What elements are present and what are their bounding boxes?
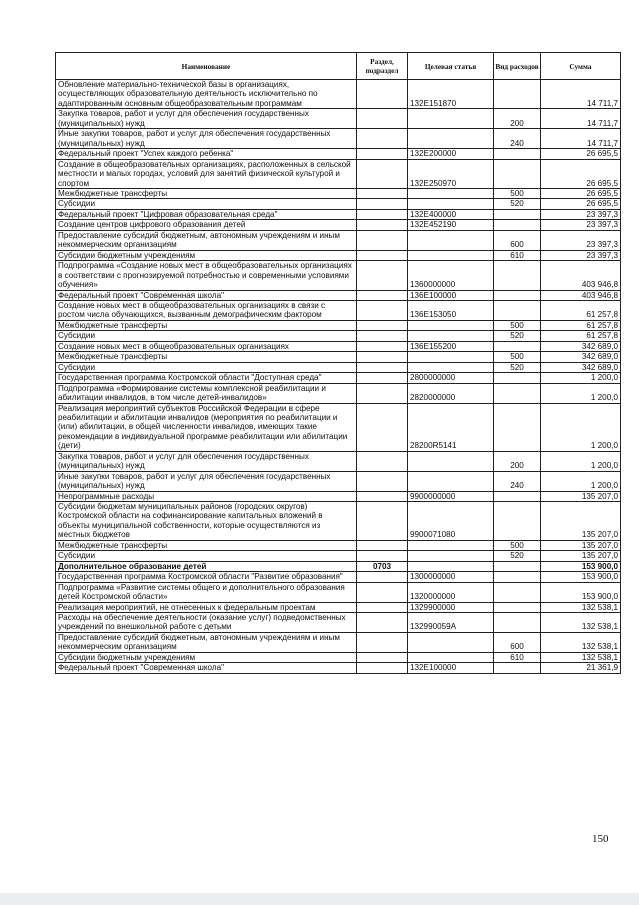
table-row bbox=[56, 403, 621, 451]
table-row bbox=[56, 149, 621, 159]
row-amount: 135 207,0 bbox=[541, 491, 621, 501]
table-row bbox=[56, 632, 621, 652]
row-name: Межбюджетные трансферты bbox=[56, 320, 357, 330]
row-section bbox=[357, 352, 408, 362]
row-amount: 61 257,8 bbox=[541, 331, 621, 341]
row-expense-type: 600 bbox=[494, 230, 541, 250]
table-row bbox=[56, 561, 621, 571]
row-expense-type bbox=[494, 502, 541, 541]
row-expense-type bbox=[494, 149, 541, 159]
row-section bbox=[357, 632, 408, 652]
row-amount: 21 361,9 bbox=[541, 663, 621, 673]
row-name: Субсидии бюджетным учреждениям bbox=[56, 652, 357, 662]
row-name: Подпрограмма «Формирование системы комплексной реабилитации и абилитации инвалидов, в том числе детей-инвалидов» bbox=[56, 383, 357, 403]
row-name: Межбюджетные трансферты bbox=[56, 540, 357, 550]
row-expense-type bbox=[494, 300, 541, 320]
row-article: 2820000000 bbox=[408, 383, 494, 403]
row-section bbox=[357, 300, 408, 320]
row-amount: 26 695,5 bbox=[541, 199, 621, 209]
row-section bbox=[357, 551, 408, 561]
row-expense-type bbox=[494, 220, 541, 230]
row-article bbox=[408, 632, 494, 652]
row-amount: 135 207,0 bbox=[541, 551, 621, 561]
row-article bbox=[408, 199, 494, 209]
row-section bbox=[357, 129, 408, 149]
row-section bbox=[357, 502, 408, 541]
table-row bbox=[56, 352, 621, 362]
row-article: 9900071080 bbox=[408, 502, 494, 541]
row-name: Федеральный проект "Современная школа" bbox=[56, 663, 357, 673]
row-article bbox=[408, 561, 494, 571]
row-name: Государственная программа Костромской области "Доступная среда" bbox=[56, 373, 357, 383]
row-name: Реализация мероприятий, не отнесенных к федеральным проектам bbox=[56, 602, 357, 612]
table-row bbox=[56, 383, 621, 403]
row-name: Подпрограмма «Развитие системы общего и дополнительного образования детей Костромской области» bbox=[56, 582, 357, 602]
row-expense-type bbox=[494, 341, 541, 351]
table-row bbox=[56, 373, 621, 383]
row-article bbox=[408, 652, 494, 662]
row-article bbox=[408, 540, 494, 550]
row-section bbox=[357, 362, 408, 372]
row-section bbox=[357, 403, 408, 451]
row-expense-type: 520 bbox=[494, 362, 541, 372]
row-name: Субсидии bbox=[56, 331, 357, 341]
row-article bbox=[408, 352, 494, 362]
row-expense-type bbox=[494, 561, 541, 571]
row-article bbox=[408, 109, 494, 129]
row-expense-type bbox=[494, 663, 541, 673]
row-name: Федеральный проект "Современная школа" bbox=[56, 290, 357, 300]
table-row bbox=[56, 451, 621, 471]
budget-table bbox=[55, 52, 621, 674]
row-name: Предоставление субсидий бюджетным, автономным учреждениям и иным некоммерческим организациям bbox=[56, 230, 357, 250]
table-row bbox=[56, 250, 621, 260]
row-expense-type: 600 bbox=[494, 632, 541, 652]
row-expense-type: 240 bbox=[494, 471, 541, 491]
row-name: Государственная программа Костромской области "Развитие образования" bbox=[56, 572, 357, 582]
table-row bbox=[56, 613, 621, 633]
table-row bbox=[56, 540, 621, 550]
table-row bbox=[56, 290, 621, 300]
table-row bbox=[56, 188, 621, 198]
row-expense-type bbox=[494, 80, 541, 109]
row-article: 2800000000 bbox=[408, 373, 494, 383]
row-name: Субсидии бюджетам муниципальных районов (городских округов) Костромской области на софинансирование капитальных вложений в объекты муниципальной собственности, которые осуществляются из местных бюджетов bbox=[56, 502, 357, 541]
header-name: Наименование bbox=[56, 53, 357, 80]
row-name: Иные закупки товаров, работ и услуг для обеспечения государственных (муниципальных) нужд bbox=[56, 471, 357, 491]
row-section bbox=[357, 320, 408, 330]
row-expense-type: 520 bbox=[494, 199, 541, 209]
row-section bbox=[357, 80, 408, 109]
table-row bbox=[56, 261, 621, 290]
table-row bbox=[56, 362, 621, 372]
row-expense-type bbox=[494, 582, 541, 602]
row-name: Создание новых мест в общеобразовательных организациях в связи с ростом числа обучающихся, вызванным демографическим фактором bbox=[56, 300, 357, 320]
row-section bbox=[357, 290, 408, 300]
row-amount: 342 689,0 bbox=[541, 362, 621, 372]
row-expense-type: 500 bbox=[494, 540, 541, 550]
row-name: Реализация мероприятий субъектов Российской Федерации в сфере реабилитации и абилитации инвалидов (мероприятия по реабилитации и (или) абилитации, в общей численности инвалидов, имеющих такие рекомендации в индивидуальной программе реабилитации или абилитации (дети) bbox=[56, 403, 357, 451]
row-expense-type: 610 bbox=[494, 250, 541, 260]
row-name: Субсидии bbox=[56, 362, 357, 372]
row-amount: 61 257,8 bbox=[541, 320, 621, 330]
row-expense-type bbox=[494, 159, 541, 188]
header-expense-type: Вид расходов bbox=[494, 53, 541, 80]
row-section bbox=[357, 188, 408, 198]
row-amount: 403 946,8 bbox=[541, 290, 621, 300]
row-article: 136E100000 bbox=[408, 290, 494, 300]
row-article: 132E200000 bbox=[408, 149, 494, 159]
table-row bbox=[56, 572, 621, 582]
row-article bbox=[408, 551, 494, 561]
row-amount: 132 538,1 bbox=[541, 613, 621, 633]
row-name: Создание в общеобразовательных организациях, расположенных в сельской местности и малых городах, условий для занятий физической культурой и спортом bbox=[56, 159, 357, 188]
table-row bbox=[56, 129, 621, 149]
header-article: Целевая статья bbox=[408, 53, 494, 80]
row-amount: 23 397,3 bbox=[541, 250, 621, 260]
row-section bbox=[357, 230, 408, 250]
row-article bbox=[408, 250, 494, 260]
row-section bbox=[357, 652, 408, 662]
table-row bbox=[56, 209, 621, 219]
row-amount: 1 200,0 bbox=[541, 471, 621, 491]
table-row bbox=[56, 159, 621, 188]
row-amount: 23 397,3 bbox=[541, 209, 621, 219]
row-amount: 14 711,7 bbox=[541, 80, 621, 109]
table-row bbox=[56, 471, 621, 491]
row-name: Предоставление субсидий бюджетным, автономным учреждениям и иным некоммерческим организациям bbox=[56, 632, 357, 652]
row-expense-type bbox=[494, 403, 541, 451]
scan-bottom-edge bbox=[0, 893, 639, 905]
table-row bbox=[56, 199, 621, 209]
row-expense-type: 200 bbox=[494, 451, 541, 471]
row-article: 132E100000 bbox=[408, 663, 494, 673]
row-article: 132E452190 bbox=[408, 220, 494, 230]
page-number: 150 bbox=[592, 833, 609, 845]
row-amount: 132 538,1 bbox=[541, 652, 621, 662]
row-name: Субсидии бюджетным учреждениям bbox=[56, 250, 357, 260]
table-row bbox=[56, 491, 621, 501]
row-amount: 1 200,0 bbox=[541, 383, 621, 403]
row-amount: 26 695,5 bbox=[541, 149, 621, 159]
row-section bbox=[357, 341, 408, 351]
row-expense-type bbox=[494, 261, 541, 290]
table-row bbox=[56, 582, 621, 602]
row-amount: 153 900,0 bbox=[541, 561, 621, 571]
row-expense-type: 240 bbox=[494, 129, 541, 149]
row-article bbox=[408, 230, 494, 250]
table-row bbox=[56, 300, 621, 320]
row-expense-type bbox=[494, 572, 541, 582]
row-amount: 14 711,7 bbox=[541, 109, 621, 129]
row-expense-type bbox=[494, 383, 541, 403]
row-expense-type: 500 bbox=[494, 320, 541, 330]
row-amount: 1 200,0 bbox=[541, 373, 621, 383]
row-article: 1329900000 bbox=[408, 602, 494, 612]
row-amount: 153 900,0 bbox=[541, 582, 621, 602]
table-row bbox=[56, 341, 621, 351]
row-name: Создание центров цифрового образования детей bbox=[56, 220, 357, 230]
row-article bbox=[408, 129, 494, 149]
row-amount: 135 207,0 bbox=[541, 502, 621, 541]
row-article: 1360000000 bbox=[408, 261, 494, 290]
table-row bbox=[56, 652, 621, 662]
table-row bbox=[56, 80, 621, 109]
row-article: 132990059A bbox=[408, 613, 494, 633]
row-amount: 1 200,0 bbox=[541, 403, 621, 451]
header-amount: Сумма bbox=[541, 53, 621, 80]
row-section bbox=[357, 220, 408, 230]
header-section: Раздел, подраздел bbox=[357, 53, 408, 80]
row-name: Межбюджетные трансферты bbox=[56, 352, 357, 362]
row-article: 136E155200 bbox=[408, 341, 494, 351]
row-expense-type: 520 bbox=[494, 331, 541, 341]
row-name: Межбюджетные трансферты bbox=[56, 188, 357, 198]
row-amount: 135 207,0 bbox=[541, 540, 621, 550]
row-section bbox=[357, 491, 408, 501]
row-amount: 14 711,7 bbox=[541, 129, 621, 149]
row-section bbox=[357, 471, 408, 491]
row-section bbox=[357, 451, 408, 471]
row-expense-type: 500 bbox=[494, 188, 541, 198]
row-expense-type bbox=[494, 491, 541, 501]
table-row bbox=[56, 663, 621, 673]
row-article: 9900000000 bbox=[408, 491, 494, 501]
row-article: 1320000000 bbox=[408, 582, 494, 602]
row-article bbox=[408, 451, 494, 471]
row-article: 132E250970 bbox=[408, 159, 494, 188]
row-article bbox=[408, 320, 494, 330]
row-amount: 342 689,0 bbox=[541, 341, 621, 351]
row-name: Расходы на обеспечение деятельности (оказание услуг) подведомственных учреждений по внешкольной работе с детьми bbox=[56, 613, 357, 633]
row-section bbox=[357, 540, 408, 550]
row-name: Федеральный проект "Успех каждого ребенка" bbox=[56, 149, 357, 159]
table-row bbox=[56, 109, 621, 129]
row-amount: 132 538,1 bbox=[541, 602, 621, 612]
row-name: Дополнительное образование детей bbox=[56, 561, 357, 571]
row-name: Обновление материально-технической базы в организациях, осуществляющих образовательную деятельность исключительно по адаптированным основным общеобразовательным программам bbox=[56, 80, 357, 109]
row-article: 132E400000 bbox=[408, 209, 494, 219]
row-section bbox=[357, 373, 408, 383]
table-row bbox=[56, 331, 621, 341]
row-section bbox=[357, 602, 408, 612]
row-amount: 23 397,3 bbox=[541, 220, 621, 230]
row-name: Создание новых мест в общеобразовательных организациях bbox=[56, 341, 357, 351]
row-name: Закупка товаров, работ и услуг для обеспечения государственных (муниципальных) нужд bbox=[56, 109, 357, 129]
row-article bbox=[408, 331, 494, 341]
table-row bbox=[56, 602, 621, 612]
row-article bbox=[408, 362, 494, 372]
row-section: 0703 bbox=[357, 561, 408, 571]
row-amount: 26 695,5 bbox=[541, 159, 621, 188]
row-amount: 403 946,8 bbox=[541, 261, 621, 290]
row-expense-type: 610 bbox=[494, 652, 541, 662]
table-row bbox=[56, 502, 621, 541]
row-amount: 342 689,0 bbox=[541, 352, 621, 362]
row-name: Иные закупки товаров, работ и услуг для обеспечения государственных (муниципальных) нужд bbox=[56, 129, 357, 149]
table-body bbox=[56, 80, 621, 674]
row-amount: 1 200,0 bbox=[541, 451, 621, 471]
row-amount: 132 538,1 bbox=[541, 632, 621, 652]
row-article: 28200R5141 bbox=[408, 403, 494, 451]
row-section bbox=[357, 613, 408, 633]
row-name: Подпрограмма «Создание новых мест в общеобразовательных организациях в соответствии с прогнозируемой потребностью и современными условиями обучения» bbox=[56, 261, 357, 290]
row-expense-type: 520 bbox=[494, 551, 541, 561]
row-amount: 61 257,8 bbox=[541, 300, 621, 320]
row-article bbox=[408, 471, 494, 491]
row-section bbox=[357, 149, 408, 159]
row-expense-type: 200 bbox=[494, 109, 541, 129]
budget-page bbox=[55, 52, 620, 674]
row-amount: 153 900,0 bbox=[541, 572, 621, 582]
row-amount: 23 397,3 bbox=[541, 230, 621, 250]
row-section bbox=[357, 663, 408, 673]
row-section bbox=[357, 572, 408, 582]
row-article: 136E153050 bbox=[408, 300, 494, 320]
row-section bbox=[357, 109, 408, 129]
table-row bbox=[56, 220, 621, 230]
row-section bbox=[357, 261, 408, 290]
row-section bbox=[357, 582, 408, 602]
row-section bbox=[357, 209, 408, 219]
row-article: 132E151870 bbox=[408, 80, 494, 109]
row-section bbox=[357, 383, 408, 403]
row-article bbox=[408, 188, 494, 198]
row-expense-type: 500 bbox=[494, 352, 541, 362]
table-row bbox=[56, 551, 621, 561]
row-expense-type bbox=[494, 209, 541, 219]
row-article: 1300000000 bbox=[408, 572, 494, 582]
row-name: Субсидии bbox=[56, 551, 357, 561]
row-expense-type bbox=[494, 373, 541, 383]
row-section bbox=[357, 250, 408, 260]
row-expense-type bbox=[494, 602, 541, 612]
table-row bbox=[56, 320, 621, 330]
row-section bbox=[357, 199, 408, 209]
row-expense-type bbox=[494, 613, 541, 633]
row-expense-type bbox=[494, 290, 541, 300]
row-section bbox=[357, 159, 408, 188]
row-section bbox=[357, 331, 408, 341]
table-header-row bbox=[56, 53, 621, 80]
row-name: Непрограммные расходы bbox=[56, 491, 357, 501]
row-name: Субсидии bbox=[56, 199, 357, 209]
table-row bbox=[56, 230, 621, 250]
row-name: Федеральный проект "Цифровая образовательная среда" bbox=[56, 209, 357, 219]
row-amount: 26 695,5 bbox=[541, 188, 621, 198]
row-name: Закупка товаров, работ и услуг для обеспечения государственных (муниципальных) нужд bbox=[56, 451, 357, 471]
